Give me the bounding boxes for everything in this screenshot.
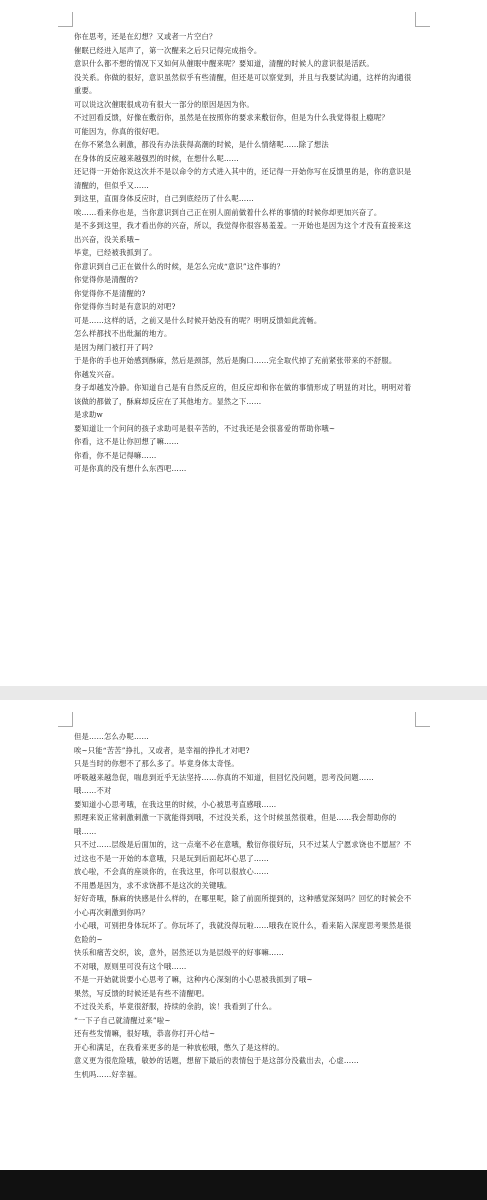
text-line: 在身体的反应越来越强烈的时候，在想什么呢…… bbox=[74, 153, 239, 163]
text-line: 要知道让一个问问的孩子求助可是很辛苦的，不过我还是会很喜爱的帮助你哦~ bbox=[74, 423, 336, 433]
text-line: 没关系。你做的很好，意识虽然似乎有些清醒，但还是可以察觉到，并且与我要试沟通，这样的沟通很重要。 bbox=[74, 72, 412, 95]
text-line: 还有些发情嘛，很好哦，恭喜你打开心结~ bbox=[74, 1029, 216, 1038]
text-line: 照理来说正常刺激刺激一下就能得到哦，不过没关系，这个时候虽然很难，但是……我会帮助你的哦…… bbox=[74, 813, 397, 836]
text-line: 生机吗……好幸福。 bbox=[74, 1069, 142, 1079]
text-line: 不用愚是因为，求不求饶都不是这次的关键哦。 bbox=[74, 880, 232, 890]
corner-mark bbox=[58, 12, 73, 27]
text-line: 你意识到自己正在做什么的时候，是怎么完成“意识”这件事的？ bbox=[74, 261, 285, 271]
text-line: 是不多到这里，我才看出你的兴奋，所以，我觉得你很容易羞羞。一开始也是因为这个才没有直接来这出兴奋，没关系哦~ bbox=[74, 221, 412, 244]
text-line: 意识什么都不想的情况下又如何从催眠中醒来呢？要知道，清醒的时候人的意识很是活跃。 bbox=[74, 59, 374, 68]
text-line: 你越发兴奋。 bbox=[74, 369, 119, 379]
text-line: 你觉得你是清醒的? bbox=[74, 275, 139, 284]
text-line: 开心和满足，在我看来更多的是一种放松哦，憋久了是这样的。 bbox=[74, 1042, 284, 1052]
corner-mark bbox=[415, 12, 430, 27]
text-line: 可是……这样的话，之前又是什么时候开始没有的呢？明明反馈如此流畅。 bbox=[74, 315, 322, 325]
text-line: 毕竟，已经被我抓到了。 bbox=[74, 248, 157, 257]
text-line: 可是你真的没有想什么东西吧…… bbox=[74, 464, 187, 473]
text-line: 好好奇哦，酥麻的快感是什么样的，在哪里呢，除了前面所提到的，这种感觉深刻吗？回忆的时候会不小心再次刺激到你吗？ bbox=[74, 894, 412, 917]
text-line: 可以说这次催眠很成功有很大一部分的原因是因为你。 bbox=[74, 99, 254, 109]
text-line: 只是当时的你想不了那么多了。毕竟身体太奇怪。 bbox=[74, 759, 239, 768]
text-line: 小心哦，可别把身体玩坏了。你玩坏了，我就没得玩啦……哦我在说什么，看来陷入深度思考果然是很危险的~ bbox=[74, 921, 412, 944]
text-line: 不对哦，原则里可没有这个哦…… bbox=[74, 961, 187, 971]
text-line: 意义更为很危险哦，敏妙的话题，想留下最后的表情包于是这部分没截出去，心虚…… bbox=[74, 1056, 359, 1065]
text-line: 哦……不对 bbox=[74, 786, 112, 795]
text-line: 只不过……层级是后面加的，这一点毫不必在意哦，敷衍你很好玩，只不过某人宁愿求饶也不愿屈？不过这也不是一开始的本意哦，只是玩到后面起坏心思了…… bbox=[74, 840, 412, 863]
text-line: 你觉得你不是清醒的? bbox=[74, 288, 146, 298]
text-line: 果然，写反馈的时候还是有些不清醒吧。 bbox=[74, 988, 209, 998]
text-line: 但是……怎么办呢…… bbox=[74, 732, 149, 741]
text-line: 可能因为，你真的很好吧。 bbox=[74, 126, 164, 136]
text-line: 是因为闸门被打开了吗? bbox=[74, 342, 154, 352]
text-line: 不是一开始就说要小心思考了嘛，这种内心深刻的小心思被我抓到了哦~ bbox=[74, 975, 313, 984]
text-line: 你觉得你当时是有意识的对吧? bbox=[74, 302, 176, 311]
text-line: 身子却越发冷静。你知道自己是有自然反应的，但反应却和你在做的事情形成了明显的对比，明明对着该做的都做了，酥麻却反应在了其他地方。显然之下…… bbox=[74, 383, 412, 406]
document-page-2 bbox=[0, 700, 487, 1170]
text-line: 还记得一开始你说这次并不是以命令的方式进入其中的，还记得一开始你写在反馈里的是，你的意识是清醒的，但似乎又…… bbox=[74, 167, 412, 190]
corner-mark bbox=[58, 712, 73, 727]
text-line: 是求助w bbox=[74, 410, 103, 419]
text-line: “一下子自己就清醒过来”啦~ bbox=[74, 1015, 171, 1025]
text-line: 于是你的手也开始感到酥麻，然后是颈部，然后是胸口……完全取代掉了充前紧张带来的不舒服。 bbox=[74, 356, 397, 365]
page-1-text bbox=[74, 30, 414, 476]
corner-mark bbox=[415, 712, 430, 727]
bottom-black-bar bbox=[0, 1170, 487, 1200]
text-line: 呼吸越来越急促，喘息到近乎无法坚持……你真的不知道，但回忆没问题，思考没问题…… bbox=[74, 772, 374, 782]
text-line: 唉~只能“苦苦”挣扎，又或者，是幸福的挣扎才对吧? bbox=[74, 745, 250, 755]
text-line: 你看，这不是让你回想了嘛…… bbox=[74, 437, 179, 446]
text-line: 到这里，直面身体反应时，自己到底经历了什么呢…… bbox=[74, 194, 254, 203]
text-line: 在你不紧急么刺激，都没有办法获得高潮的时候，是什么情绪呢……除了想法 bbox=[74, 140, 329, 149]
text-line: 怎么样都找不出纰漏的地方。 bbox=[74, 329, 172, 338]
page-2-text bbox=[74, 730, 414, 1081]
text-line: 不过回看反馈，好像在敷衍你，虽然是在按照你的要求来敷衍你，但是为什么我觉得很上瘾呢？ bbox=[74, 113, 389, 122]
text-line: 唉……看来你也是，当你意识到自己正在别人面前做着什么样的事情的时候你却更加兴奋了。 bbox=[74, 207, 382, 217]
text-line: 你在思考，还是在幻想？又或者一片空白？ bbox=[74, 32, 217, 41]
text-line: 催眠已经进入尾声了，第一次醒来之后只记得完成指令。 bbox=[74, 45, 262, 55]
text-line: 放心啦，不会真的座谈你的，在我这里，你可以很放心…… bbox=[74, 867, 269, 876]
text-line: 不过没关系，毕竟很舒服，持续的余韵，诶！我看到了什么。 bbox=[74, 1002, 277, 1011]
text-line: 要知道小心思考哦，在我这里的时候，小心被思考直感哦…… bbox=[74, 799, 277, 809]
text-line: 快乐和痛苦交织，诶，意外，居然还以为是层级平的好事嘛…… bbox=[74, 948, 284, 957]
text-line: 你看，你不是记得嘛…… bbox=[74, 450, 157, 460]
